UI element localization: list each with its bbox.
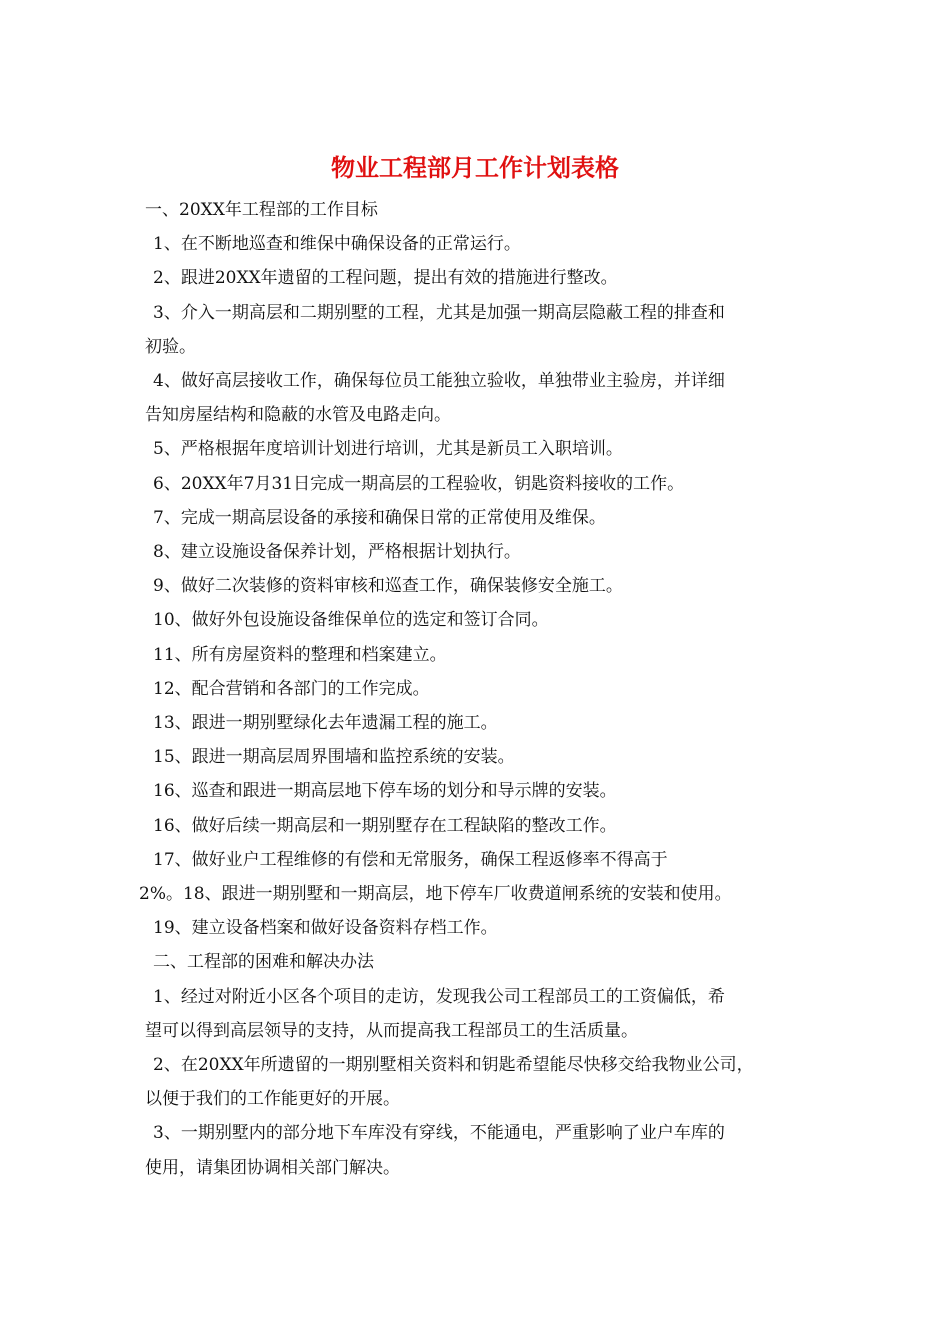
list-item-continuation: 望可以得到高层领导的支持，从而提高我工程部员工的生活质量。 bbox=[145, 1020, 638, 1041]
list-item: 16、做好后续一期高层和一期别墅存在工程缺陷的整改工作。 bbox=[153, 815, 617, 836]
list-item: 9、做好二次装修的资料审核和巡查工作，确保装修安全施工。 bbox=[153, 576, 623, 597]
list-item: 11、所有房屋资料的整理和档案建立。 bbox=[153, 644, 447, 665]
list-item: 10、做好外包设施设备维保单位的选定和签订合同。 bbox=[153, 610, 549, 631]
list-item-continuation: 告知房屋结构和隐蔽的水管及电路走向。 bbox=[145, 405, 451, 426]
document-body bbox=[139, 193, 813, 1185]
list-item: 16、巡查和跟进一期高层地下停车场的划分和导示牌的安装。 bbox=[153, 781, 617, 802]
list-item: 1、在不断地巡查和维保中确保设备的正常运行。 bbox=[153, 234, 521, 255]
list-item: 12、配合营销和各部门的工作完成。 bbox=[153, 678, 430, 699]
list-item: 3、介入一期高层和二期别墅的工程，尤其是加强一期高层隐蔽工程的排查和 bbox=[153, 302, 725, 323]
list-item: 17、做好业户工程维修的有偿和无常服务，确保工程返修率不得高于 bbox=[153, 849, 668, 870]
list-item: 6、20XX年7月31日完成一期高层的工程验收，钥匙资料接收的工作。 bbox=[153, 473, 685, 494]
list-item: 1、经过对附近小区各个项目的走访，发现我公司工程部员工的工资偏低，希 bbox=[153, 986, 725, 1007]
section-heading: 一、20XX年工程部的工作目标 bbox=[145, 200, 378, 220]
list-item-continuation: 以便于我们的工作能更好的开展。 bbox=[145, 1089, 400, 1110]
list-item-continuation: 2%。18、跟进一期别墅和一期高层，地下停车厂收费道闸系统的安装和使用。 bbox=[139, 884, 732, 905]
list-item: 19、建立设备档案和做好设备资料存档工作。 bbox=[153, 918, 498, 939]
list-item: 3、一期别墅内的部分地下车库没有穿线，不能通电，严重影响了业户车库的 bbox=[153, 1123, 725, 1144]
list-item-continuation: 使用，请集团协调相关部门解决。 bbox=[145, 1157, 400, 1178]
document-title: 物业工程部月工作计划表格 bbox=[331, 153, 619, 182]
list-item: 8、建立设施设备保养计划，严格根据计划执行。 bbox=[153, 542, 521, 563]
list-item: 7、完成一期高层设备的承接和确保日常的正常使用及维保。 bbox=[153, 507, 606, 528]
list-item-continuation: 初验。 bbox=[145, 336, 196, 357]
list-item: 2、在20XX年所遗留的一期别墅相关资料和钥匙希望能尽快移交给我物业公司， bbox=[153, 1055, 754, 1076]
list-item: 2、跟进20XX年遗留的工程问题，提出有效的措施进行整改。 bbox=[153, 268, 618, 289]
list-item: 13、跟进一期别墅绿化去年遗漏工程的施工。 bbox=[153, 713, 498, 734]
list-item: 4、做好高层接收工作，确保每位员工能独立验收，单独带业主验房，并详细 bbox=[153, 371, 725, 392]
list-item: 15、跟进一期高层周界围墙和监控系统的安装。 bbox=[153, 747, 515, 768]
list-item: 5、严格根据年度培训计划进行培训，尤其是新员工入职培训。 bbox=[153, 439, 623, 460]
section-heading: 二、工程部的困难和解决办法 bbox=[153, 952, 374, 973]
